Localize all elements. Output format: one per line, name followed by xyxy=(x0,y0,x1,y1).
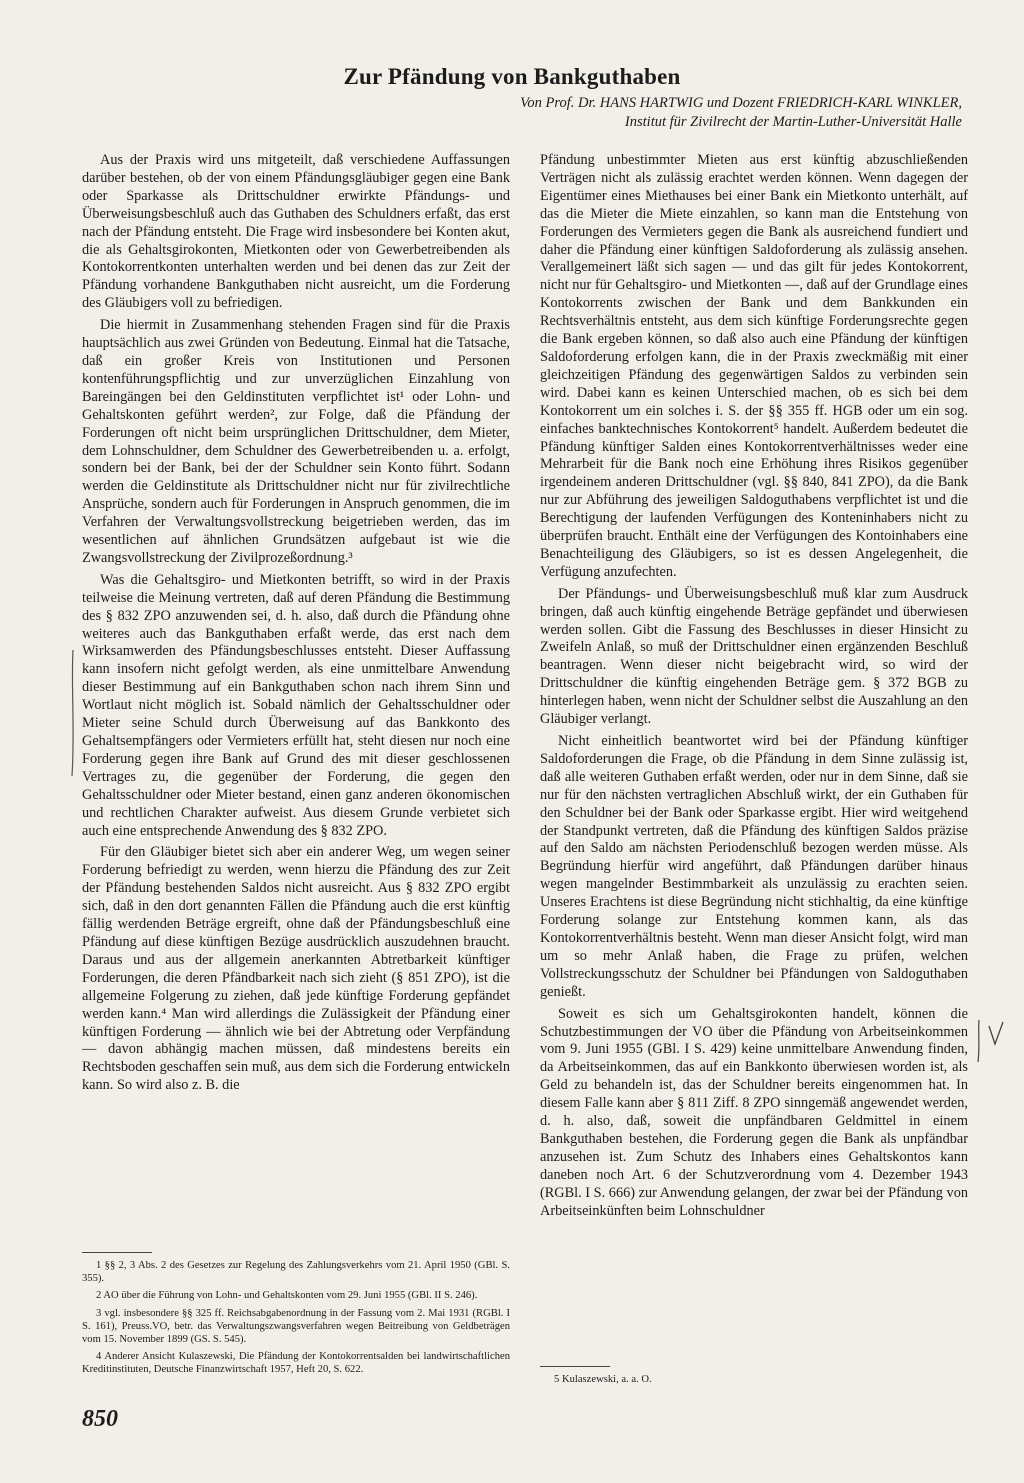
paragraph: Der Pfändungs- und Überweisungsbeschluß muß klar zum Ausdruck bringen, daß auch künftig eingehende Beträge gepfändet und überwiesen werden sollen. Gibt die Fassung des Beschlusses in dieser Hinsicht zu Zweifeln Anlaß, so muß der Drittschuldner einen ergänzenden Beschluß beantragen. Wenn dieser nicht beigebracht wird, so wird der Drittschuldner die künftig eingehenden Beträge gem. § 372 BGB zu hinterlegen haben, wenn nicht der Schuldner selbst die Auszahlung an den Gläubiger verlangt. xyxy=(540,585,968,728)
left-column xyxy=(82,152,510,1392)
footnote: 1 §§ 2, 3 Abs. 2 des Gesetzes zur Regelung des Zahlungsverkehrs vom 21. April 1950 (GBl. S. 355). xyxy=(82,1260,510,1285)
footnotes-right xyxy=(540,1366,968,1386)
article-title: Zur Pfändung von Bankguthaben xyxy=(343,64,681,89)
footnote-divider xyxy=(540,1366,610,1367)
paragraph: Aus der Praxis wird uns mitgeteilt, daß verschiedene Auffassungen darüber bestehen, ob der von einem Pfändungsgläubiger gegen eine Bank oder Sparkasse als Drittschuldner erwirkte Pfändungs- und Überweisungsbeschluß auch das Guthaben des Schuldners erfaßt, das erst nach der Pfändung entsteht. Die Frage wird insbesondere bei Konten akut, die als Gehaltsgirokonten, Mietkonten oder von Gewerbetreibenden als Kontokorrentkonten unterhalten werden und bei denen das zur Zeit der Pfändung vorhandene Bankguthaben nicht ausreicht, um die Forderung des Gläubigers voll zu befriedigen. xyxy=(82,152,510,312)
margin-pencil-mark xyxy=(70,648,76,778)
paragraph: Soweit es sich um Gehaltsgirokonten handelt, können die Schutzbestimmungen der VO über die Pfändung von Arbeitseinkommen vom 9. Juni 1955 (GBl. I S. 429) keine unmittelbare Anwendung finden, da Arbeitseinkommen, das auf ein Bankkonto überwiesen worden ist, als Geld zu behandeln ist, das der Schuldner bereits eingenommen hat. In diesem Falle kann aber § 811 Ziff. 8 ZPO sinngemäß angewendet werden, d. h. also, daß, soweit die unpfändbaren Geldmittel in einem Bankguthaben bestehen, die Forderung gegen die Bank als unpfändbar anzusehen ist. Zum Schutz des Inhabers eines Gehaltskontos kann daneben noch Art. 6 der Schutzverordnung vom 4. Dezember 1943 (RGBl. I S. 666) zur Anwendung gelangen, der zwar bei der Pfändung von Arbeitseinkünften beim Lohnschuldner xyxy=(540,1005,968,1219)
footnote: 2 AO über die Führung von Lohn- und Gehaltskonten vom 29. Juni 1955 (GBl. II S. 246). xyxy=(96,1290,478,1302)
byline-institute: Institut für Zivilrecht der Martin-Luther-Universität Halle xyxy=(624,114,962,130)
footnotes-left xyxy=(82,1252,510,1381)
paragraph: Für den Gläubiger bietet sich aber ein anderer Weg, um wegen seiner Forderung befriedigt zu werden, wenn hierzu die Pfändung des zur Zeit der Pfändung bestehenden Saldos nicht ausreicht. Aus § 832 ZPO ergibt sich, daß in den dort genannten Fällen die Pfändung auch die erst künftig fällig werdenden Beträge ergreift, ohne daß der Pfändungsbeschluß eine Pfändung auf diese künftigen Bezüge ausdrücklich auszudehnen braucht. Daraus und aus der allgemein anerkannten Abtretbarkeit künftiger Forderungen, die deren Pfändbarkeit nach sich zieht (§ 851 ZPO), ist die allgemeine Folgerung zu ziehen, daß jede künftige Forderung gepfändet werden kann.⁴ Man wird allerdings die Zulässigkeit der Pfändung einer künftigen Forderung — ähnlich wie bei der Abtretung oder Verpfändung — davon abhängig machen müssen, daß mindestens bereits ein Rechtsboden geschaffen sein muß, aus dem sich die Forderung entwickeln kann. So wird also z. B. die xyxy=(82,844,510,1094)
paragraph: Was die Gehaltsgiro- und Mietkonten betrifft, so wird in der Praxis teilweise die Meinung vertreten, daß auf deren Pfändung die Bestimmung des § 832 ZPO anzuwenden sei, d. h. also, daß durch die Pfändung ohne weiteres auch das Bankguthaben erfaßt werde, das erst nach dem Wirksamwerden des Pfändungsbeschlusses entsteht. Dieser Auffassung kann insofern nicht gefolgt werden, als eine unmittelbare Anwendung dieser Bestimmung auf ein Bankguthaben schon nach ihrem Sinn und Wortlaut nicht möglich ist. Sobald nämlich der Gehaltsschuldner oder Mieter seine Schuld durch Überweisung auf das Bankkonto des Gehaltsempfängers oder Vermieters erfüllt hat, steht diesen nur noch eine Forderung gegen ihre Bank auf Grund des mit dieser geschlossenen Vertrages zu, die gegenüber der Forderung, die gegen den Gehaltsschuldner oder Mieter bestand, einen ganz anderen ökonomischen und rechtlichen Charakter aufweist. Aus diesem Grunde verbietet sich auch eine entsprechende Anwendung des § 832 ZPO. xyxy=(82,571,510,839)
paragraph: Pfändung unbestimmter Mieten aus erst künftig abzuschließenden Verträgen nicht als zulässig erachtet werden können. Wenn dagegen der Eigentümer eines Miethauses bei einer Bank ein Mietkonto unterhält, auf das die Mieter die Miete einzahlen, so kann man die Entstehung von Forderungen des Vermieters gegen die Bank als ausreichend fundiert und daher die Pfändung einer künftigen Saldoforderung als zulässig ansehen. Verallgemeinert läßt sich sagen — und das gilt für jedes Kontokorrent, nicht nur für Gehaltsgiro- und Mietkonten —, daß auf der Grundlage eines Kontokorrents zwischen der Bank und dem Bankkunden ein Rechtsverhältnis entsteht, aus dem sich künftige Forderungsrechte gegen die Bank ergeben können, so daß also auch eine Pfändung der künftigen Saldoforderung erfolgen kann, die in der Praxis zweckmäßig mit einer gleichzeitigen Pfändung des gegenwärtigen Saldos zu verbinden sein wird. Dabei kann es keinen Unterschied machen, ob es sich bei dem Kontokorrent um ein solches i. S. der §§ 355 ff. HGB oder um ein sog. einfaches banktechnisches Kontokorrent⁵ handelt. Außerdem bedeutet die Pfändung künftiger Salden eines Kontokorrentverhältnisses weder eine Mehrarbeit für die Bank noch eine Erhöhung ihres Risikos gegenüber irgendeinem anderen Drittschuldner (vgl. §§ 840, 841 ZPO), da die Bank nur zur Abführung des jeweiligen Saldoguthabens verpflichtet ist und die Berechtigung der laufenden Verfügungen des Konteninhabers nicht zu überprüfen braucht. Enthält eine der Verfügungen des Kontoinhabers eine Benachteiligung des Gläubigers, so ist es dessen Angelegenheit, die Verfügung anzufechten. xyxy=(540,152,968,580)
right-column xyxy=(540,152,968,1352)
page-number: 850 xyxy=(82,1406,118,1432)
footnote: 3 vgl. insbesondere §§ 325 ff. Reichsabgabenordnung in der Fassung vom 2. Mai 1931 (RGBl. I S. 161), Preuss.VO, betr. das Verwaltungszwangsverfahren wegen Beitreibung von Geldbeträgen vom 15. November 1899 (GS. S. 545). xyxy=(82,1307,510,1346)
footnote: 5 Kulaszewski, a. a. O. xyxy=(554,1374,652,1385)
footnote: 4 Anderer Ansicht Kulaszewski, Die Pfändung der Kontokorrentsalden bei landwirtschaftlichen Kreditinstituten, Deutsche Finanzwirtschaft 1957, Heft 20, S. 622. xyxy=(82,1351,510,1376)
byline-authors: Von Prof. Dr. HANS HARTWIG und Dozent FRIEDRICH-KARL WINKLER, xyxy=(520,95,962,111)
paragraph: Nicht einheitlich beantwortet wird bei der Pfändung künftiger Saldoforderungen die Frage, ob die Pfändung in dem Sinne zulässig ist, daß alle weiteren Guthaben erfaßt werden, oder nur in dem Sinne, daß sie nur für den nächsten vertraglichen Abschluß wirkt, der ein Guthaben für den Schuldner bei der Bank oder Sparkasse ergibt. Hier wird weitgehend der Standpunkt vertreten, daß die Pfändung des künftigen Saldos präzise auf den Saldo am nächsten Periodenschluß bezogen werden müsse. Als Begründung hierfür wird angeführt, daß Pfändungen darüber hinaus wegen mangelnder Bestimmbarkeit als unzulässig zu erachten seien. Unseres Erachtens ist diese Begründung nicht stichhaltig, da eine künftige Forderung solange zur Entstehung kommen kann, als das Kontokorrentverhältnis besteht. Wenn man dieser Ansicht folgt, wird man um so mehr Anlaß haben, die Frage zu prüfen, welchen Vollstreckungsschutz der Schuldner bei Pfändungen von Saldoguthaben genießt. xyxy=(540,733,968,1000)
article-byline xyxy=(520,94,962,132)
margin-handwritten-mark xyxy=(975,1012,1011,1072)
footnote-divider xyxy=(82,1252,152,1253)
paragraph: Die hiermit in Zusammenhang stehenden Fragen sind für die Praxis hauptsächlich aus zwei Gründen von Bedeutung. Einmal hat die Tatsache, daß ein großer Kreis von Institutionen und Personen kontenführungspflichtig und zur unverzüglichen Einzahlung von Bareingängen bei den Geldinstituten verpflichtet ist¹ oder Lohn- und Gehaltskonten geführt werden², zur Folge, daß die Pfändung der Forderungen oft nicht beim ursprünglichen Drittschuldner, dem Mieter, dem Lohnschuldner, dem Schuldner des Gewerbetreibenden u. a. erfolgt, sondern bei der Bank, bei der der Schuldner sein Konto führt. Sodann werden die Geldinstitute als Drittschuldner nicht nur für zivilrechtliche Ansprüche, sondern auch für Forderungen in Anspruch genommen, die im Verfahren der Verwaltungsvollstreckung beigetrieben werden, das im wesentlichen auf ähnlichen Grundsätzen aufgebaut ist wie die Zwangsvollstreckung der Zivilprozeßordnung.³ xyxy=(82,317,510,566)
